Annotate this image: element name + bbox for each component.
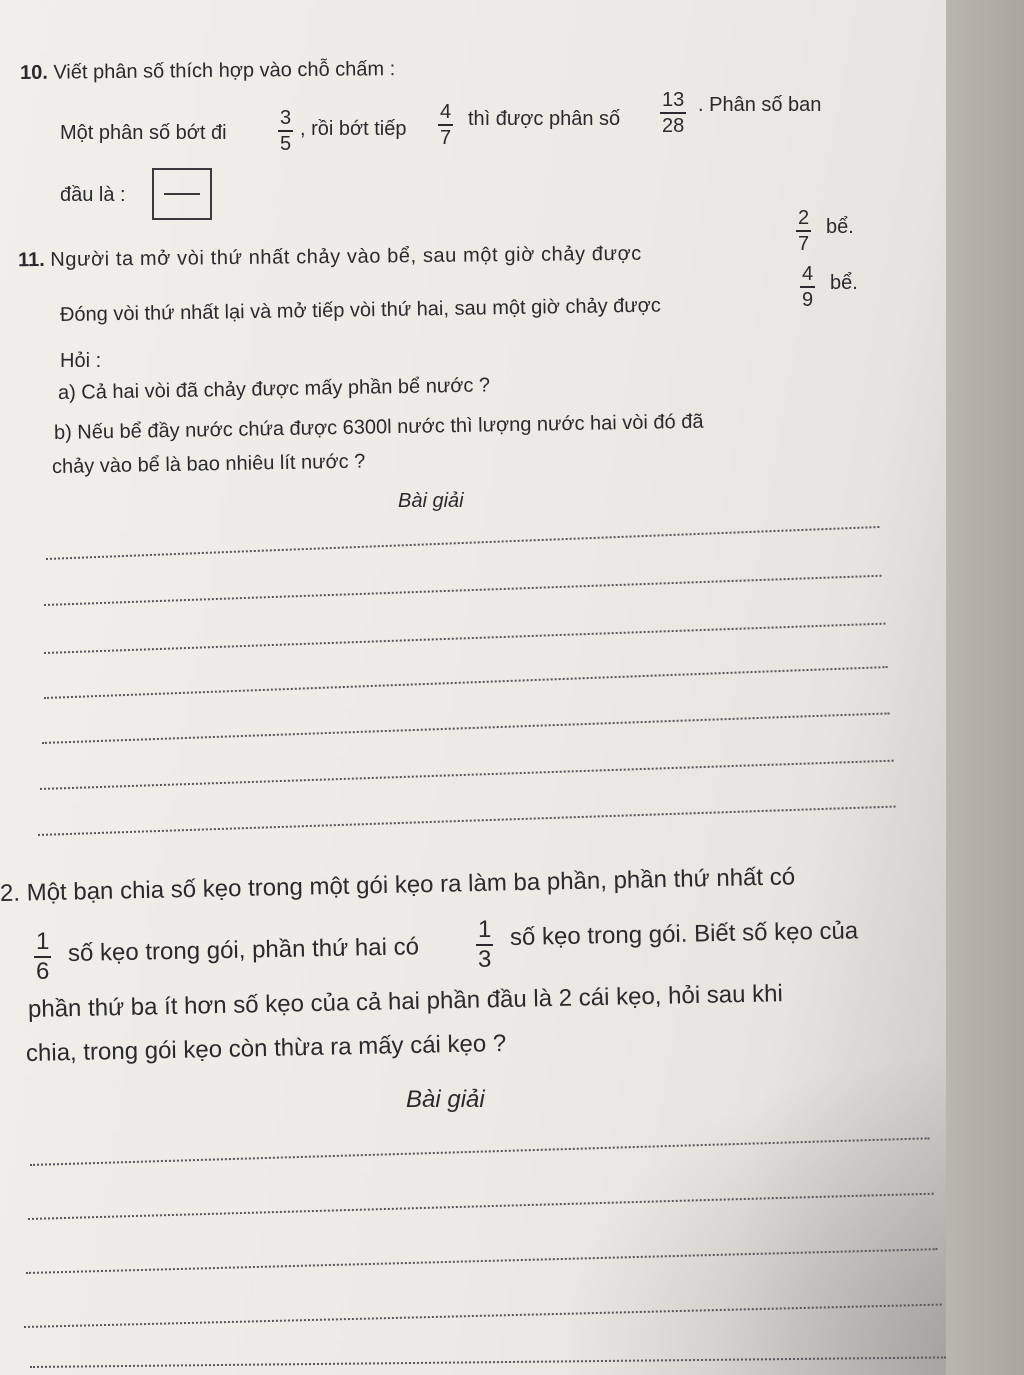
q11-line2: Đóng vòi thứ nhất lại và mở tiếp vòi thứ hai, sau một giờ chảy được (59, 294, 661, 326)
q12-answer-line[interactable] (24, 1304, 942, 1328)
q10-line1-a: Một phân số bớt đi (60, 122, 227, 144)
photo-shadow (560, 1050, 950, 1375)
q11-fraction-4-9 (800, 264, 815, 310)
q11-answer-line[interactable] (42, 712, 890, 744)
fraction-denominator: 6 (36, 958, 50, 985)
fraction-denominator: 5 (280, 133, 292, 155)
q12-fraction-1-3 (476, 918, 493, 972)
q12-solution-title: Bài giải (406, 1086, 485, 1113)
background-surface (946, 0, 1024, 1375)
q11-answer-line[interactable] (40, 760, 894, 790)
q12-number: 2. (0, 879, 21, 907)
q11-part-b-line1: b) Nếu bể đầy nước chứa được 6300l nước thì lượng nước hai vòi đó đã (53, 410, 704, 444)
fraction-numerator: 1 (36, 928, 50, 955)
q10-line1-b: , rồi bớt tiếp (300, 118, 407, 140)
q11-answer-line[interactable] (46, 526, 879, 560)
fraction-bar (438, 124, 453, 126)
q12-answer-line[interactable] (28, 1193, 934, 1220)
q11-answer-line[interactable] (44, 623, 886, 654)
fraction-numerator: 4 (802, 263, 814, 285)
fraction-numerator: 4 (440, 101, 452, 123)
q11-line2-end: bể. (830, 272, 858, 294)
fraction-bar (278, 130, 293, 132)
fraction-denominator: 3 (478, 946, 492, 973)
q12-fraction-1-6 (34, 930, 51, 984)
q10-number: 10. (19, 61, 48, 84)
q12-line4: chia, trong gói kẹo còn thừa ra mấy cái kẹo ? (25, 1029, 507, 1067)
q10-line1-d: . Phân số ban (698, 94, 822, 116)
q10-answer-box[interactable] (152, 168, 212, 220)
fraction-numerator: 1 (478, 916, 492, 943)
q12-answer-line[interactable] (30, 1137, 930, 1166)
fraction-numerator: 2 (798, 207, 810, 229)
q12-line1-text: Một bạn chia số kẹo trong một gói kẹo ra làm ba phần, phần thứ nhất có (26, 863, 796, 907)
fraction-denominator: 9 (802, 289, 814, 311)
q11-answer-line[interactable] (44, 666, 888, 699)
q11-ask: Hỏi : (60, 350, 102, 372)
q10-fraction-3-5 (278, 108, 293, 154)
q11-fraction-2-7 (796, 208, 811, 254)
fraction-denominator: 7 (798, 233, 810, 255)
q12-line2-b: số kẹo trong gói. Biết số kẹo của (509, 917, 859, 951)
q11-answer-line[interactable] (44, 575, 882, 606)
q11-line1-text: Người ta mở vòi thứ nhất chảy vào bể, sau một giờ chảy được (50, 242, 642, 271)
q11-number: 11. (17, 248, 45, 272)
q10-line1-c: thì được phân số (468, 108, 621, 130)
q11-part-b-line2: chảy vào bể là bao nhiêu lít nước ? (51, 450, 366, 478)
fraction-numerator: 3 (280, 107, 292, 129)
q11-answer-line[interactable] (38, 806, 896, 836)
q12-answer-line[interactable] (26, 1248, 938, 1274)
q10-line2: đầu là : (60, 184, 126, 206)
q11-solution-title: Bài giải (398, 490, 464, 512)
fraction-denominator: 28 (662, 115, 685, 137)
fraction-bar (796, 230, 811, 232)
q11-line1-end: bể. (826, 216, 854, 238)
q11-line1 (18, 243, 642, 273)
q12-line2-a: số kẹo trong gói, phần thứ hai có (67, 933, 420, 967)
q10-fraction-13-28 (660, 90, 686, 136)
q10-heading (20, 58, 395, 85)
q11-part-a: a) Cả hai vòi đã chảy được mấy phần bể nước ? (57, 374, 491, 404)
q10-heading-text: Viết phân số thích hợp vào chỗ chấm : (53, 58, 396, 84)
answer-box-fraction-line (164, 193, 200, 195)
fraction-bar (660, 112, 686, 114)
q12-line3: phần thứ ba ít hơn số kẹo của cả hai phần đầu là 2 cái kẹo, hỏi sau khi (27, 980, 784, 1023)
q12-line1 (0, 863, 795, 908)
q10-fraction-4-7 (438, 102, 453, 148)
fraction-denominator: 7 (440, 127, 452, 149)
fraction-numerator: 13 (662, 89, 685, 111)
q12-answer-line[interactable] (30, 1356, 946, 1368)
fraction-bar (800, 286, 815, 288)
